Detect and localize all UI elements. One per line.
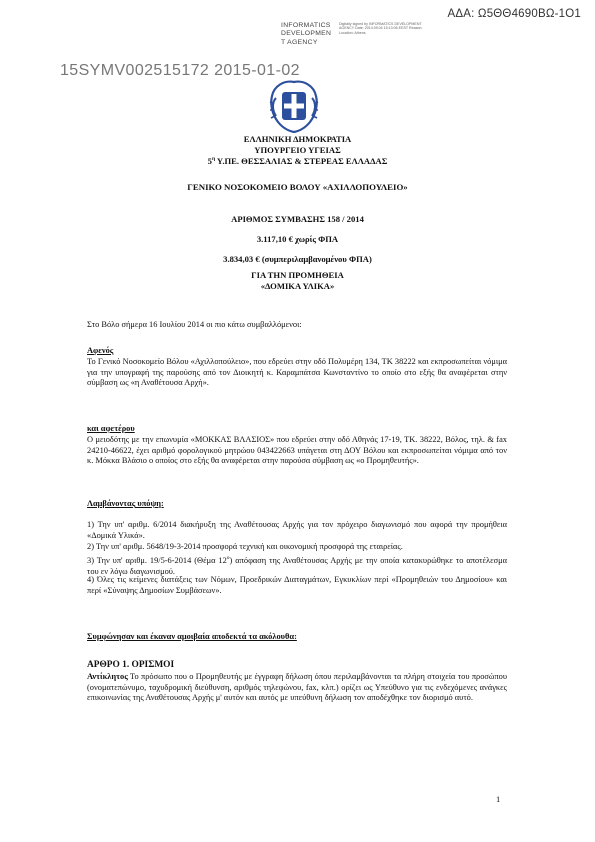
article1-term: Αντίκλητος [87, 672, 128, 681]
amount-without-vat: 3.117,10 € χωρίς ΦΠΑ [256, 234, 339, 244]
amount-with-vat: 3.834,03 € (συμπεριλαμβανομένου ΦΠΑ) [223, 254, 372, 264]
digital-signature [281, 22, 431, 56]
article1-paragraph [87, 672, 507, 704]
page-number: 1 [496, 794, 501, 804]
contract-number: ΑΡΙΘΜΟΣ ΣΥΜΒΑΣΗΣ 158 / 2014 [231, 214, 364, 224]
consider-item-3 [87, 553, 507, 577]
party1-paragraph: Το Γενικό Νοσοκομείο Βόλου «Αχιλλοπούλειο», που εδρεύει στην οδό Πολυμέρη 134, ΤΚ 38222 και εκπροσωπείται νόμιμα για την υπογραφή της παρούσης από τον Διοικητή κ. Καραμπάτσα Κωνσταντίνο το οποίο στο εξής θα αναφέρεται στην σύμβαση ως «η Αναθέτουσα Αρχή». [87, 357, 507, 388]
consider-3-text-b: ) απόφαση της Αναθέτουσας Αρχής με την οποία κατακυρώθηκε το αποτέλεσμα του εν λόγω διαγωνισμού. [87, 555, 507, 576]
signer-details: Digitally signed by INFORMATICS DEVELOPMENT AGENCY Date: 2014.09.04 15:13:06 EEST Reason: Location: Athens [339, 22, 423, 35]
region-title [0, 156, 595, 166]
intro-paragraph: Στο Βόλο σήμερα 16 Ιουλίου 2014 οι πιο κάτω συμβαλλόμενοι: [87, 320, 302, 329]
consider-item-4: 4) Όλες τις κείμενες διατάξεις των Νόμων, Προεδρικών Διαταγμάτων, Εγκυκλίων περί «Προμηθειών του Δημοσίου» και περί «Σύναψης Δημοσίων Συμβάσεων». [87, 575, 507, 595]
party2-heading: και αφετέρου [87, 424, 135, 433]
consider-item-1: 1) Την υπ' αριθμ. 6/2014 διακήρυξη της Αναθέτουσας Αρχής για τον πρόχειρο διαγωνισμό που αφορά την προμήθεια «Δομικά Υλικά». [87, 520, 507, 540]
party1-heading: Αφενός [87, 346, 114, 355]
hospital-title: ΓΕΝΙΚΟ ΝΟΣΟΚΟΜΕΙΟ ΒΟΛΟΥ «ΑΧΙΛΛΟΠΟΥΛΕΙΟ» [187, 182, 408, 192]
article1-title: ΑΡΘΡΟ 1. ΟΡΙΣΜΟΙ [87, 660, 175, 670]
region-superscript: η [211, 156, 216, 163]
greek-emblem-icon [262, 78, 326, 134]
party2-paragraph: Ο μειοδότης με την επωνυμία «ΜΟΚΚΑΣ ΒΛΑΣΙΟΣ» που εδρεύει στην οδό Αθηνάς 17-19, ΤΚ. 38222, Βόλος, τηλ. & fax 24210-46622, έχει αριθμό φορολογικού μητρώου 043422663 υπάγεται στη ΔΟΥ Βόλου και εκπροσωπείται νόμιμα από τον κ. Μόκκα Βλάσιο ο οποίος στο εξής θα αναφέρεται στην παρούσα σύμβαση ως «ο Προμηθευτής». [87, 435, 507, 466]
consider-3-superscript: ο [226, 555, 230, 561]
signer-name: INFORMATICS DEVELOPMEN T AGENCY [281, 22, 332, 46]
protocol-stamp: 15SYMV002515172 2015-01-02 [60, 62, 300, 79]
item-title: «ΔΟΜΙΚΑ ΥΛΙΚΑ» [260, 281, 335, 291]
agreed-heading: Συμφώνησαν και έκαναν αμοιβαία αποδεκτά τα ακόλουθα: [87, 632, 297, 641]
purpose-title: ΓΙΑ ΤΗΝ ΠΡΟΜΗΘΕΙΑ [251, 270, 344, 280]
region-text: Υ.ΠΕ. ΘΕΣΣΑΛΙΑΣ & ΣΤΕΡΕΑΣ ΕΛΛΑΔΑΣ [215, 156, 388, 166]
ada-code: ΑΔΑ: Ω5ΘΘ4690ΒΩ-1Ο1 [447, 8, 581, 20]
considering-heading: Λαμβάνοντας υπόψη: [87, 499, 164, 508]
ministry-title: ΥΠΟΥΡΓΕΙΟ ΥΓΕΙΑΣ [254, 145, 341, 155]
article1-text: Το πρόσωπο που ο Προμηθευτής με έγγραφη δήλωση όπου περιλαμβάνονται τα πλήρη στοιχεία του προσώπου (ονοματεπώνυμο, ταχυδρομική διεύθυνση, αριθμός τηλεφώνου, fax, κλπ.) ορίζει ως Υπεύθυνο για τις ενδεχόμενες ανάγκες επικοινωνίας της Αναθέτουσας Αρχής μ' αυτόν και αυτός με υπεύθυνη δήλωση τον αποδέχθηκε τον διορισμό αυτό. [87, 672, 507, 703]
consider-3-text-a: 3) Την υπ' αριθμ. 19/5-6-2014 (Θέμα 12 [87, 555, 227, 565]
region-number: 5 [207, 156, 212, 166]
consider-item-2: 2) Την υπ' αριθμ. 5648/19-3-2014 προσφορά τεχνική και οικονομική προσφορά της εταιρείας. [87, 542, 403, 551]
republic-title: ΕΛΛΗΝΙΚΗ ΔΗΜΟΚΡΑΤΙΑ [243, 134, 352, 144]
